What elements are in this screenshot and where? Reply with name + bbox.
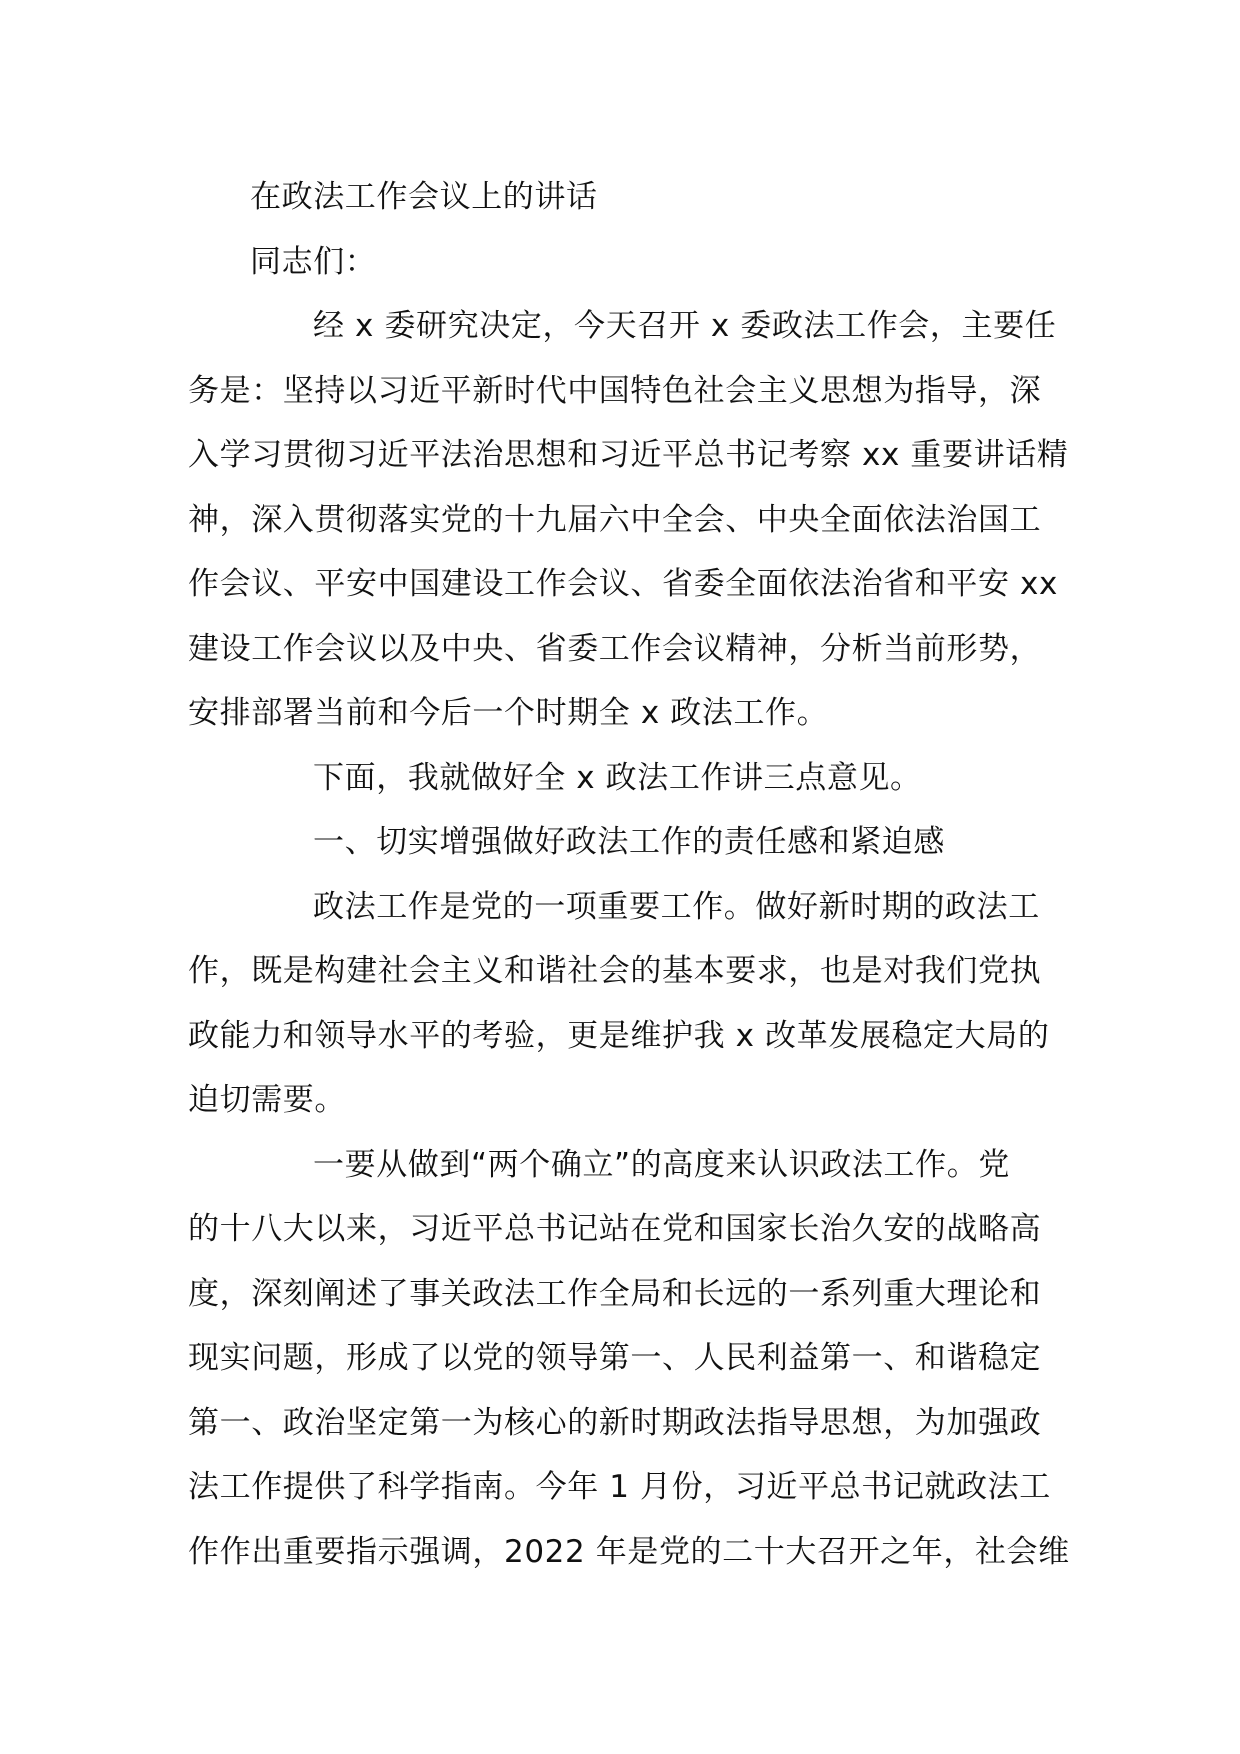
paragraph-line: 务是：坚持以习近平新时代中国特色社会主义思想为指导，深: [188, 372, 1042, 409]
paragraph-line: 一要从做到“两个确立”的高度来认识政法工作。党: [313, 1146, 1010, 1183]
paragraph-line: 迫切需要。: [188, 1082, 346, 1118]
paragraph-line: 经 x 委研究决定，今天召开 x 委政法工作会，主要任: [313, 308, 1057, 344]
paragraph-line: 建设工作会议以及中央、省委工作会议精神，分析当前形势，: [188, 630, 1042, 667]
paragraph-line: 作会议、平安中国建设工作会议、省委全面依法治省和平安 xx: [188, 566, 1058, 602]
paragraph-line: 度，深刻阐述了事关政法工作全局和长远的一系列重大理论和: [188, 1275, 1042, 1312]
paragraph-line: 第一、政治坚定第一为核心的新时期政法指导思想，为加强政: [188, 1404, 1042, 1441]
greeting: 同志们：: [250, 243, 377, 280]
paragraph-line: 的十八大以来，习近平总书记站在党和国家长治久安的战略高: [188, 1211, 1042, 1247]
paragraph-opening: [188, 294, 1069, 746]
document-title: 在政法工作会议上的讲话: [250, 179, 598, 215]
paragraph-line: 法工作提供了科学指南。今年 1 月份，习近平总书记就政法工: [188, 1469, 1051, 1505]
paragraph-line: 政法工作是党的一项重要工作。做好新时期的政法工: [313, 888, 1040, 925]
paragraph-importance: [188, 875, 1058, 1133]
paragraph-line: 政能力和领导水平的考验，更是维护我 x 改革发展稳定大局的: [188, 1017, 1050, 1054]
section-heading-1: 一、切实增强做好政法工作的责任感和紧迫感: [313, 824, 945, 860]
paragraph-line: 现实问题，形成了以党的领导第一、人民利益第一、和谐稳定: [188, 1340, 1042, 1376]
paragraph-line: 入学习贯彻习近平法治思想和习近平总书记考察 xx 重要讲话精: [188, 437, 1069, 473]
paragraph-line: 作作出重要指示强调，2022 年是党的二十大召开之年，社会维: [188, 1533, 1070, 1570]
paragraph-line: 作，既是构建社会主义和谐社会的基本要求，也是对我们党执: [188, 953, 1042, 989]
paragraph-line: 神，深入贯彻落实党的十九届六中全会、中央全面依法治国工: [188, 501, 1042, 538]
document-page: [188, 165, 1070, 1584]
paragraph-intro-points: 下面，我就做好全 x 政法工作讲三点意见。: [313, 759, 922, 796]
paragraph-line: 安排部署当前和今后一个时期全 x 政法工作。: [188, 695, 829, 731]
paragraph-two-establishments: [188, 1133, 1070, 1585]
